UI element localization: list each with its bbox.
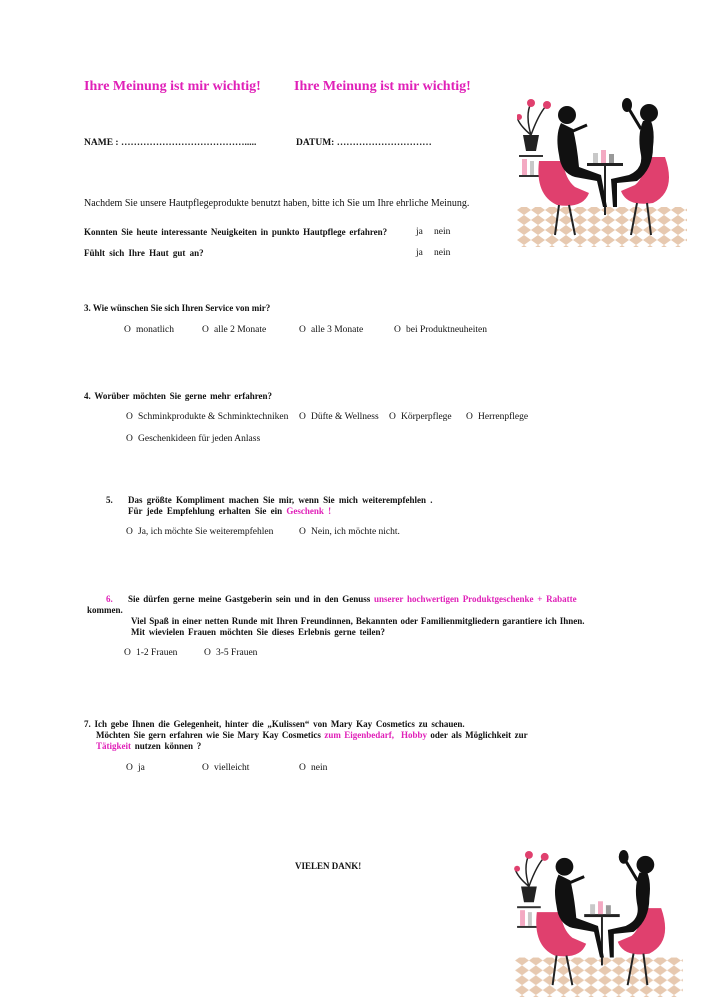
q6-number: 6. <box>106 594 113 604</box>
question-4: 4. Worüber möchten Sie gerne mehr erfahren? <box>84 391 273 401</box>
radio-marker: O <box>394 325 401 335</box>
q2-yes-option[interactable]: ja <box>416 248 423 258</box>
q5-line-2: Für jede Empfehlung erhalten Sie ein Geschenk ! <box>128 506 332 516</box>
q6-option-3-5[interactable]: O 3-5 Frauen <box>204 648 258 658</box>
radio-marker: O <box>299 527 306 537</box>
q4-option-fragrance[interactable]: O Düfte & Wellness <box>299 412 379 422</box>
date-field[interactable]: DATUM: ………………………… <box>296 138 432 148</box>
gifts-highlight: unserer hochwertigen Produktgeschenke + Rabatte <box>374 594 577 604</box>
cafe-illustration-bottom <box>514 847 684 997</box>
question-2: Fühlt sich Ihre Haut gut an? <box>84 248 204 258</box>
q6-line-1: Sie dürfen gerne meine Gastgeberin sein und in den Genuss unserer hochwertigen Produktgeschenke + Rabatte <box>128 594 577 604</box>
q5-line-1: Das größte Kompliment machen Sie mir, wenn Sie mich weiterempfehlen . <box>128 495 433 505</box>
q1-yes-option[interactable]: ja <box>416 227 423 237</box>
q3-option-new-products[interactable]: O bei Produktneuheiten <box>394 325 487 335</box>
thank-you-text: VIELEN DANK! <box>295 861 362 871</box>
radio-marker: O <box>126 412 133 422</box>
q1-no-option[interactable]: nein <box>434 227 451 237</box>
title-right: Ihre Meinung ist mir wichtig! <box>294 79 471 94</box>
radio-marker: O <box>466 412 473 422</box>
radio-marker: O <box>126 763 133 773</box>
q6-line-3: Mit wievielen Frauen möchten Sie dieses Erlebnis gerne teilen? <box>131 627 385 637</box>
radio-marker: O <box>124 648 131 658</box>
q5-option-yes[interactable]: O Ja, ich möchte Sie weiterempfehlen <box>126 527 274 537</box>
gift-highlight: Geschenk ! <box>286 506 332 516</box>
radio-marker: O <box>389 412 396 422</box>
radio-marker: O <box>202 325 209 335</box>
q3-option-3-months[interactable]: O alle 3 Monate <box>299 325 364 335</box>
q2-no-option[interactable]: nein <box>434 248 451 258</box>
intro-text: Nachdem Sie unsere Hautpflegeprodukte benutzt haben, bitte ich Sie um Ihre ehrliche Meinung. <box>84 198 470 209</box>
q5-option-no[interactable]: O Nein, ich möchte nicht. <box>299 527 400 537</box>
radio-marker: O <box>126 527 133 537</box>
q3-option-monthly[interactable]: O monatlich <box>124 325 174 335</box>
q6-line-1-cont: kommen. <box>87 605 123 615</box>
q7-line-2: Möchten Sie gern erfahren wie Sie Mary Kay Cosmetics zum Eigenbedarf, Hobby oder als Möglichkeit zur <box>96 730 528 740</box>
radio-marker: O <box>204 648 211 658</box>
radio-marker: O <box>202 763 209 773</box>
radio-marker: O <box>126 434 133 444</box>
q7-option-maybe[interactable]: O vielleicht <box>202 763 250 773</box>
name-field[interactable]: NAME : …………………………………..... <box>84 138 257 148</box>
q4-option-makeup[interactable]: O Schminkprodukte & Schminktechniken <box>126 412 289 422</box>
q5-number: 5. <box>106 495 113 505</box>
radio-marker: O <box>299 412 306 422</box>
q6-option-1-2[interactable]: O 1-2 Frauen <box>124 648 178 658</box>
question-3: 3. Wie wünschen Sie sich Ihren Service von mir? <box>84 303 271 313</box>
q4-option-gifts[interactable]: O Geschenkideen für jeden Anlass <box>126 434 261 444</box>
q4-option-men[interactable]: O Herrenpflege <box>466 412 529 422</box>
q7-line-1: 7. Ich gebe Ihnen die Gelegenheit, hinter die „Kulissen“ von Mary Kay Cosmetics zu schauen. <box>84 719 465 729</box>
radio-marker: O <box>299 325 306 335</box>
radio-marker: O <box>299 763 306 773</box>
title-left: Ihre Meinung ist mir wichtig! <box>84 79 261 94</box>
cafe-illustration-top <box>517 95 687 247</box>
radio-marker: O <box>124 325 131 335</box>
question-1: Konnten Sie heute interessante Neuigkeiten in punkto Hautpflege erfahren? <box>84 227 388 237</box>
q7-option-yes[interactable]: O ja <box>126 763 145 773</box>
q6-line-2: Viel Spaß in einer netten Runde mit Ihren Freundinnen, Bekannten oder Familienmitgliedern garantiere ich Ihnen. <box>131 616 585 626</box>
q7-option-no[interactable]: O nein <box>299 763 328 773</box>
q7-line-3: Tätigkeit nutzen können ? <box>96 741 202 751</box>
q3-option-2-months[interactable]: O alle 2 Monate <box>202 325 267 335</box>
q4-option-bodycare[interactable]: O Körperpflege <box>389 412 452 422</box>
